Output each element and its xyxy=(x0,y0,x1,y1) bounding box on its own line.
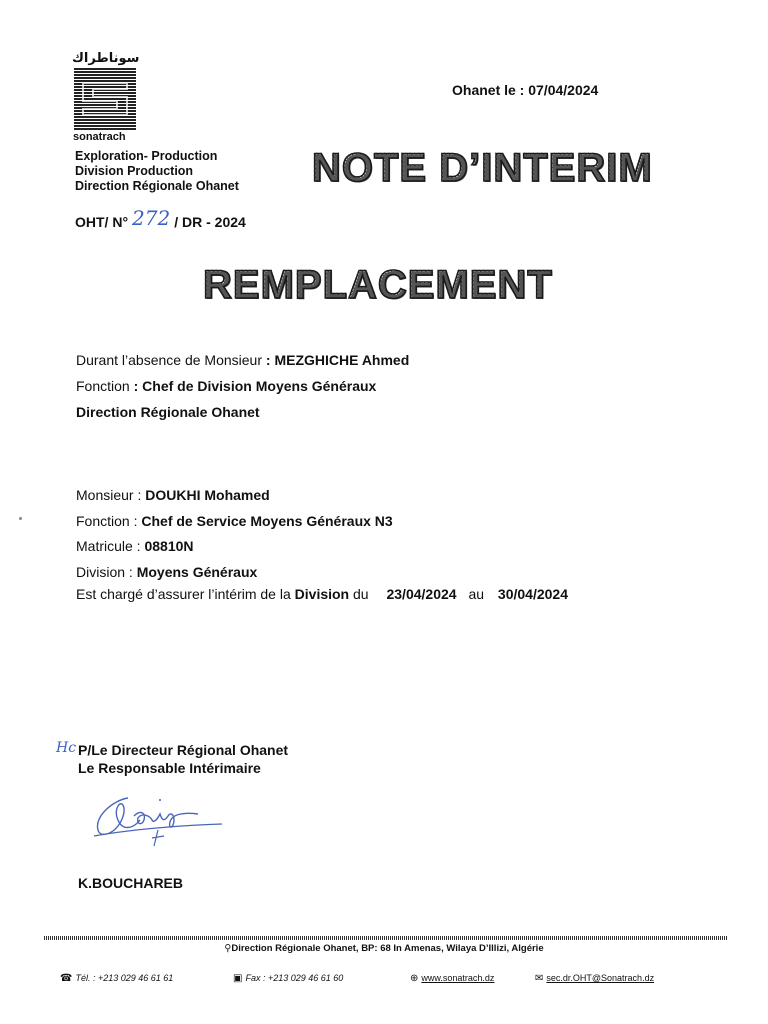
org-line-2: Division Production xyxy=(75,164,194,178)
interim-au-word: au xyxy=(468,586,485,602)
fax-icon: ▣ xyxy=(233,973,243,984)
absent-function-sep: : xyxy=(129,378,143,394)
footer-address-text: Direction Régionale Ohanet, BP: 68 In Amenas, Wilaya D’Illizi, Algérie xyxy=(231,943,544,954)
footer-fax xyxy=(233,973,343,984)
footer-phone xyxy=(60,973,173,984)
signatory-title-2: Le Responsable Intérimaire xyxy=(78,760,261,776)
division-label: Division : xyxy=(76,564,137,580)
replacement-function: Chef de Service Moyens Généraux N3 xyxy=(141,513,393,529)
document-title: NOTE D’INTERIM xyxy=(312,146,653,190)
footer-phone-text: Tél. : +213 029 46 61 61 xyxy=(75,973,174,983)
footer-website-link[interactable]: www.sonatrach.dz xyxy=(421,973,495,983)
signatory-title-1: P/Le Directeur Régional Ohanet xyxy=(78,742,289,758)
org-line-3: Direction Régionale Ohanet xyxy=(75,179,239,193)
absent-function-value: Chef de Division Moyens Généraux xyxy=(142,378,377,394)
reference-prefix: OHT/ N° xyxy=(75,214,129,230)
absent-direction-line: Direction Régionale Ohanet xyxy=(76,404,260,420)
replacement-name: DOUKHI Mohamed xyxy=(145,487,270,503)
handwritten-signature xyxy=(88,790,228,850)
footer-website[interactable] xyxy=(410,973,494,984)
globe-icon: ⊕ xyxy=(410,973,419,984)
absent-person-line xyxy=(76,352,409,368)
footer-divider xyxy=(44,936,728,940)
phone-icon: ☎ xyxy=(60,973,73,984)
mail-icon: ✉ xyxy=(535,973,544,984)
document-subtitle: REMPLACEMENT xyxy=(203,263,553,307)
matricule-label: Matricule : xyxy=(76,538,145,554)
division-value: Moyens Généraux xyxy=(136,564,258,580)
scan-speck xyxy=(19,517,22,520)
replacement-matricule-line xyxy=(76,538,194,554)
interim-division-word: Division xyxy=(294,586,350,602)
replacement-division-line xyxy=(76,564,257,580)
replacement-name-line xyxy=(76,487,270,503)
place-date: Ohanet le : 07/04/2024 xyxy=(452,82,599,98)
replacement-function-label: Fonction : xyxy=(76,513,142,529)
interim-text: Est chargé d’assurer l’intérim de la xyxy=(76,586,295,602)
absent-name: MEZGHICHE Ahmed xyxy=(274,352,410,368)
absent-function-label: Fonction xyxy=(76,378,130,394)
interim-du-word: du xyxy=(349,586,369,602)
interim-period-line xyxy=(76,586,568,602)
absent-function-line xyxy=(76,378,376,394)
replacement-name-label: Monsieur : xyxy=(76,487,146,503)
signatory-name: K.BOUCHAREB xyxy=(78,875,183,891)
logo-arabic-text: سوناطراك xyxy=(72,50,140,65)
interim-date-from: 23/04/2024 xyxy=(386,586,457,602)
absent-sep: : xyxy=(262,352,275,368)
org-line-1: Exploration- Production xyxy=(75,149,218,163)
reference-handwritten-number: 272 xyxy=(132,206,171,230)
logo-wordmark: sonatrach xyxy=(73,131,126,143)
footer-address xyxy=(0,943,768,954)
reference-number xyxy=(75,208,246,232)
absent-label: Durant l’absence de Monsieur xyxy=(76,352,262,368)
location-pin-icon: ⚲ xyxy=(224,943,232,954)
sonatrach-logo-icon xyxy=(74,68,136,130)
matricule-value: 08810N xyxy=(144,538,194,554)
reference-suffix: / DR - 2024 xyxy=(174,214,246,230)
footer-fax-text: Fax : +213 029 46 61 60 xyxy=(245,973,344,983)
handwritten-initials: Hc xyxy=(56,740,77,756)
interim-date-to: 30/04/2024 xyxy=(497,586,568,602)
footer-email[interactable] xyxy=(535,973,654,984)
footer-email-link[interactable]: sec.dr.OHT@Sonatrach.dz xyxy=(546,973,655,983)
replacement-function-line xyxy=(76,513,393,529)
